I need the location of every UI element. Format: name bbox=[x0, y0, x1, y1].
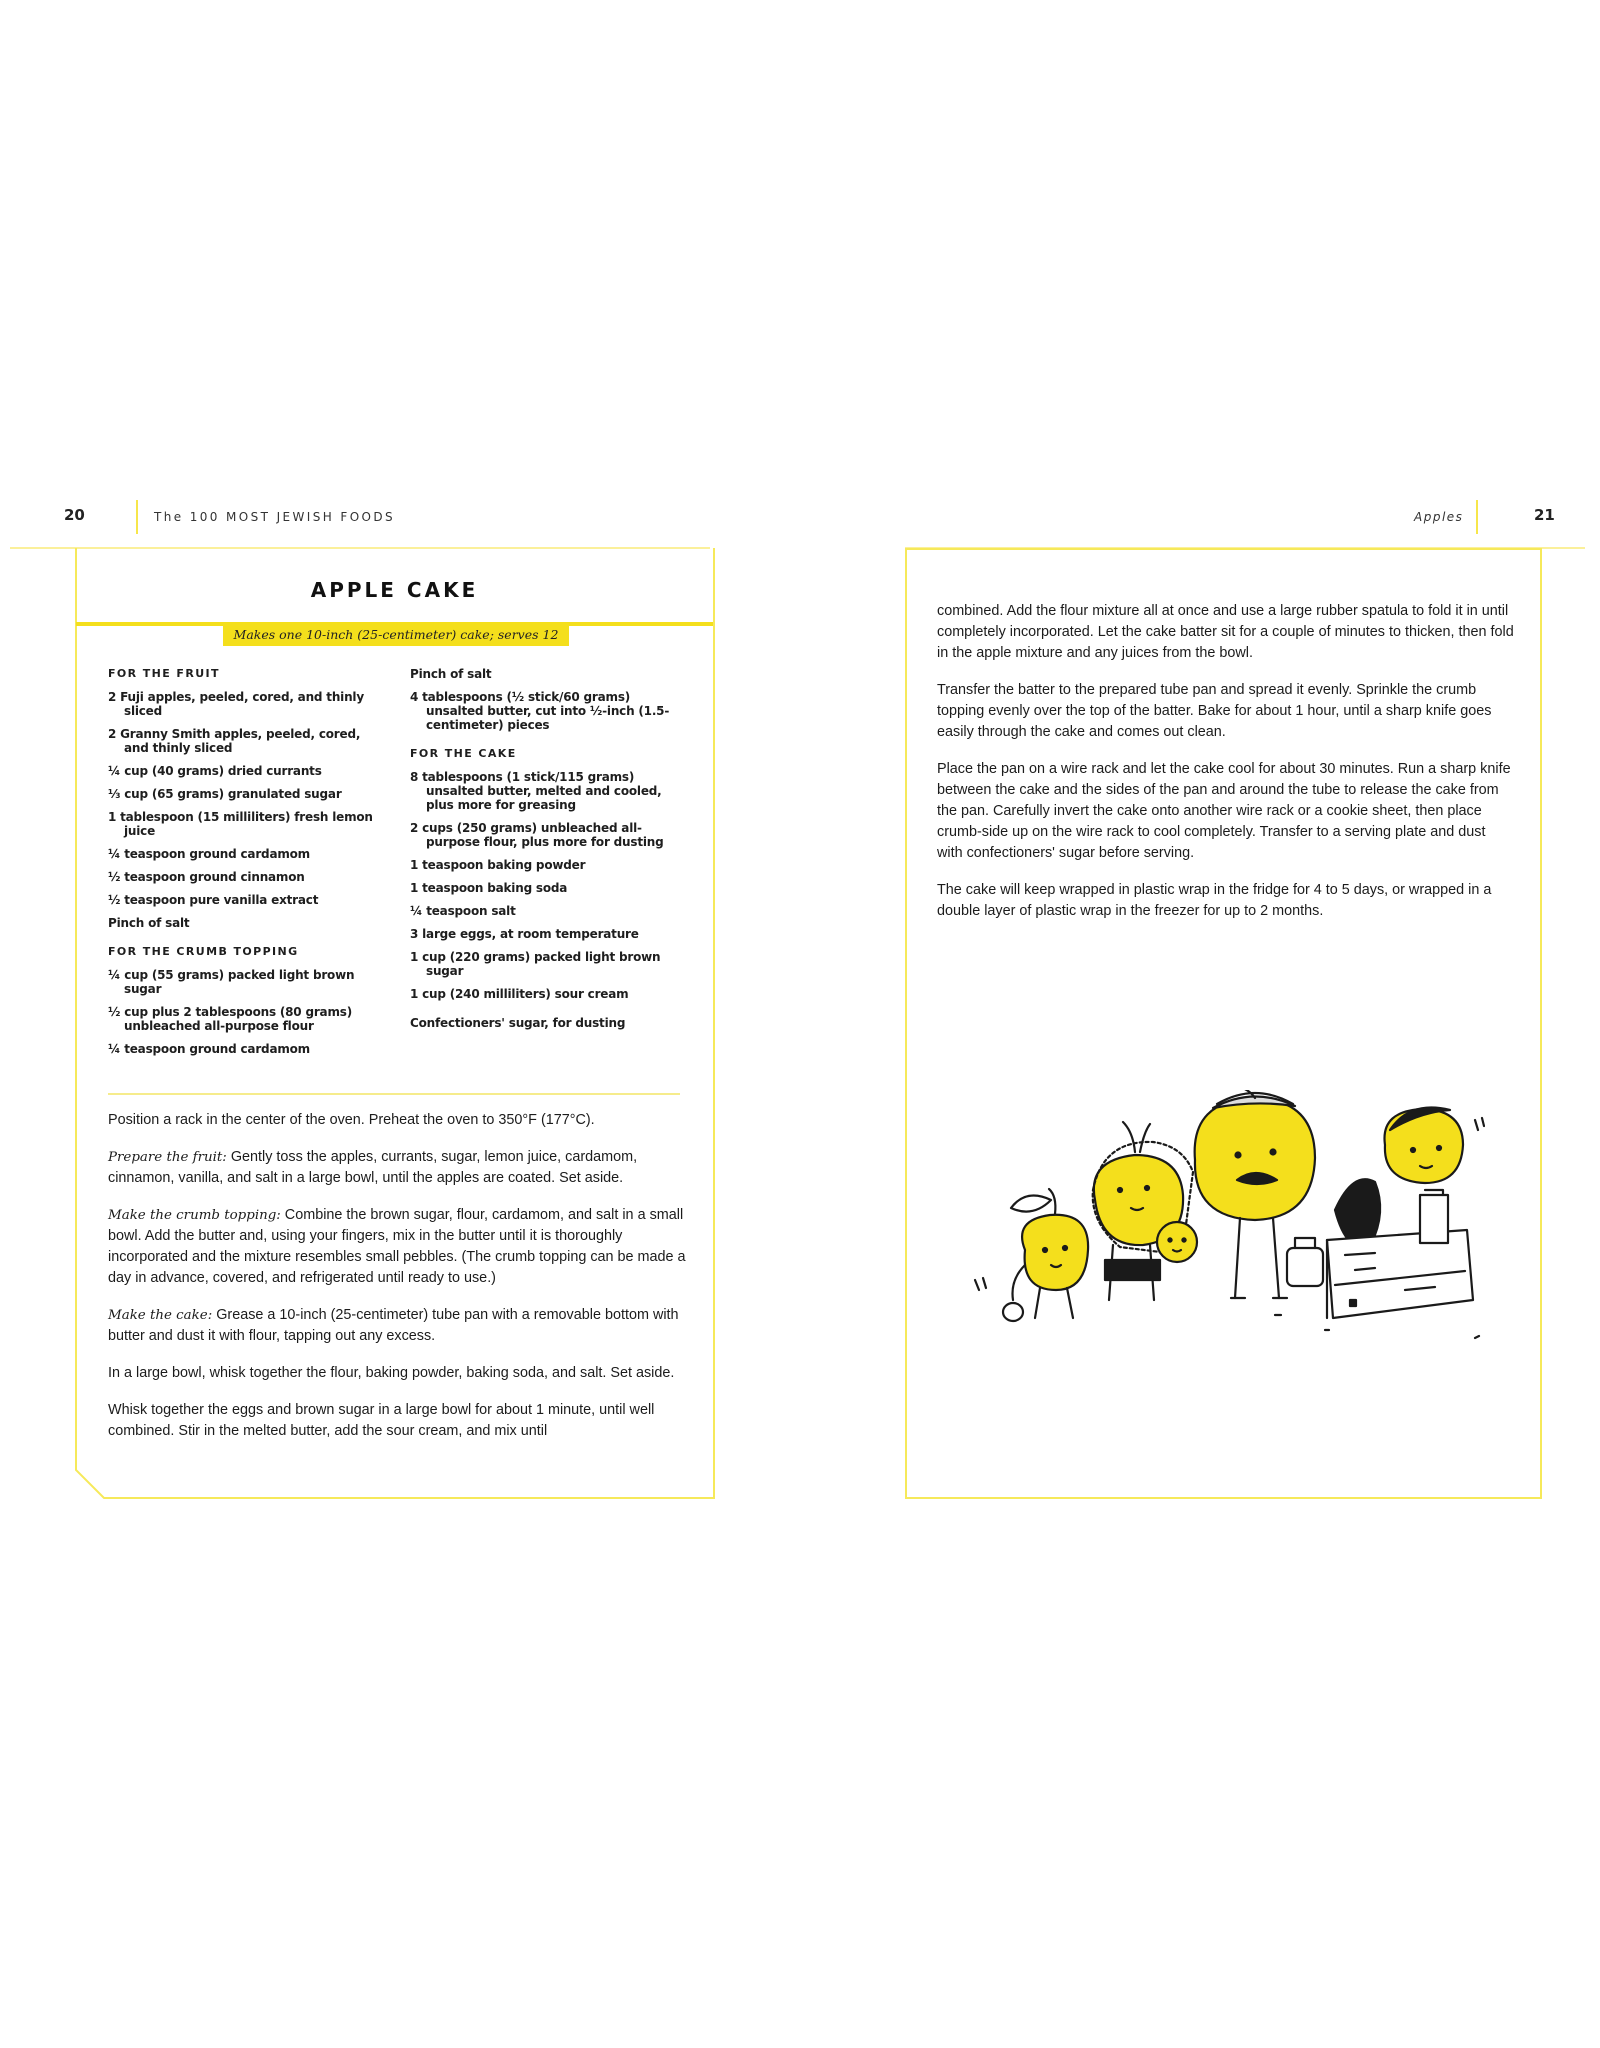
header-separator-left bbox=[136, 500, 138, 534]
ingredient-item: 1 cup (240 milliliters) sour cream bbox=[410, 987, 629, 1001]
method-step: combined. Add the flour mixture all at once and use a large rubber spatula to fold it in until completely incorporated. Let the cake batter sit for a couple of minutes to thicken, then fold in the apple mixture and any juices from the bowl. bbox=[937, 603, 1514, 661]
ingredient-item: ¼ teaspoon ground cardamom bbox=[108, 1042, 310, 1056]
cake-heading: FOR THE CAKE bbox=[410, 747, 517, 760]
method-step: Make the cake: Grease a 10-inch (25-centimeter) tube pan with a removable bottom with butter and dust it with flour, tapping out any excess. bbox=[108, 1307, 679, 1344]
method-left bbox=[108, 1110, 688, 1458]
ingredient-item: 1 teaspoon baking powder bbox=[410, 858, 586, 872]
page-number-right: 21 bbox=[1534, 506, 1555, 524]
ingredient-item: 1 teaspoon baking soda bbox=[410, 881, 568, 895]
method-step: In a large bowl, whisk together the flour, baking powder, baking soda, and salt. Set aside. bbox=[108, 1365, 675, 1381]
ingredient-item: 8 tablespoons (1 stick/115 grams) unsalted butter, melted and cooled, plus more for greasing bbox=[410, 770, 662, 812]
method-step: Place the pan on a wire rack and let the cake cool for about 30 minutes. Run a sharp knife between the cake and the sides of the pan and around the tube to release the cake from the pan. Carefully invert the cake onto another wire rack or a cookie sheet, then place crumb-side up on the wire rack to cool completely. Transfer to a serving plate and dust with confectioners' sugar before serving. bbox=[937, 761, 1511, 861]
ingredient-item: 3 large eggs, at room temperature bbox=[410, 927, 639, 941]
ingredient-item: 1 cup (220 grams) packed light brown sugar bbox=[410, 950, 661, 978]
ingredients-column-right bbox=[410, 667, 686, 1039]
ingredient-item: ¼ cup (40 grams) dried currants bbox=[108, 764, 322, 778]
ingredient-item: Pinch of salt bbox=[108, 916, 190, 930]
ingredients-column-left bbox=[108, 667, 378, 1065]
header-separator-right bbox=[1476, 500, 1478, 534]
method-right bbox=[937, 601, 1515, 938]
ingredient-item: ½ teaspoon pure vanilla extract bbox=[108, 893, 319, 907]
apple-family-illustration bbox=[955, 1090, 1485, 1360]
page-number-left: 20 bbox=[64, 506, 85, 524]
ingredient-item: ½ teaspoon ground cinnamon bbox=[108, 870, 305, 884]
method-step: Transfer the batter to the prepared tube pan and spread it evenly. Sprinkle the crumb topping evenly over the top of the batter. Bake for about 1 hour, until a sharp knife goes easily through the cake and comes out clean. bbox=[937, 682, 1492, 740]
method-step: Prepare the fruit: Gently toss the apples, currants, sugar, lemon juice, cardamom, cinnamon, vanilla, and salt in a large bowl, until the apples are coated. Set aside. bbox=[108, 1149, 638, 1186]
recipe-title: APPLE CAKE bbox=[310, 578, 479, 602]
ingredient-item: ½ cup plus 2 tablespoons (80 grams) unbleached all-purpose flour bbox=[108, 1005, 352, 1033]
ingredient-item: ¼ cup (55 grams) packed light brown sugar bbox=[108, 968, 355, 996]
ingredient-item: 1 tablespoon (15 milliliters) fresh lemon juice bbox=[108, 810, 373, 838]
ingredient-item: 4 tablespoons (½ stick/60 grams) unsalted butter, cut into ½-inch (1.5-centimeter) pieces bbox=[410, 690, 670, 732]
method-step: Position a rack in the center of the oven. Preheat the oven to 350°F (177°C). bbox=[108, 1112, 595, 1128]
recipe-yield: Makes one 10-inch (25-centimeter) cake; serves 12 bbox=[223, 623, 569, 646]
ingredient-item: Confectioners' sugar, for dusting bbox=[410, 1016, 626, 1030]
ingredient-item: ¼ teaspoon ground cardamom bbox=[108, 847, 310, 861]
ingredient-item: ¼ teaspoon salt bbox=[410, 904, 516, 918]
method-step: Whisk together the eggs and brown sugar in a large bowl for about 1 minute, until well combined. Stir in the melted butter, add the sour cream, and mix until bbox=[108, 1402, 655, 1439]
fruit-heading: FOR THE FRUIT bbox=[108, 667, 220, 680]
ingredient-item: 2 Granny Smith apples, peeled, cored, and thinly sliced bbox=[108, 727, 361, 755]
ingredients-rule bbox=[108, 1093, 680, 1095]
ingredient-item: Pinch of salt bbox=[410, 667, 492, 681]
ingredient-item: ⅓ cup (65 grams) granulated sugar bbox=[108, 787, 342, 801]
ingredient-item: 2 cups (250 grams) unbleached all-purpose flour, plus more for dusting bbox=[410, 821, 664, 849]
method-step: The cake will keep wrapped in plastic wrap in the fridge for 4 to 5 days, or wrapped in a double layer of plastic wrap in the freezer for up to 2 months. bbox=[937, 882, 1492, 919]
method-step: Make the crumb topping: Combine the brown sugar, flour, cardamom, and salt in a small bowl. Add the butter and, using your fingers, mix in the butter until it is thoroughly incorporated and the mixture resembles small pebbles. (The crumb topping can be made a day in advance, covered, and refrigerated until ready to use.) bbox=[108, 1207, 686, 1286]
running-head-right: Apples bbox=[1414, 510, 1464, 524]
crumb-heading: FOR THE CRUMB TOPPING bbox=[108, 945, 299, 958]
running-head-left: The 100 MOST JEWISH FOODS bbox=[154, 510, 396, 524]
ingredient-item: 2 Fuji apples, peeled, cored, and thinly sliced bbox=[108, 690, 364, 718]
